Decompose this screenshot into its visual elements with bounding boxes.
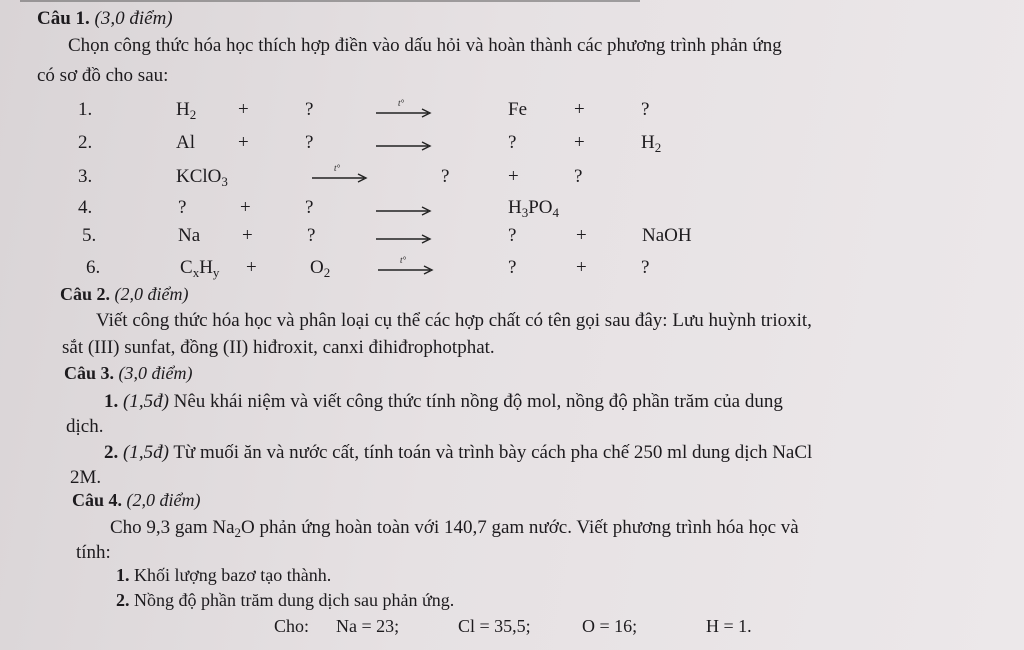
eq1-a-text: H (176, 99, 190, 120)
eq4-c2-text: PO (528, 197, 553, 218)
eq2-plus1: + (238, 132, 249, 153)
q3-item1-line2: dịch. (66, 416, 104, 437)
eq2-d-sub: 2 (654, 140, 662, 155)
eq3-product-c: ? (441, 166, 450, 187)
eq6-reactant-b (310, 257, 330, 279)
eq1-a-sub: 2 (189, 107, 197, 122)
q4-line1-a: Cho 9,3 gam Na (110, 517, 235, 538)
eq4-product (508, 197, 559, 219)
eq3-number: 3. (78, 166, 93, 187)
q3-item1-line1 (104, 391, 783, 413)
eq2-number: 2. (78, 132, 93, 153)
eq6-plus1: + (246, 257, 257, 278)
eq6-a2-text: H (199, 257, 213, 278)
q4-item2 (116, 590, 454, 611)
q3-item2-number: 2. (104, 442, 119, 463)
eq4-c-text: H (508, 197, 522, 218)
q3-item2-points: (1,5đ) (118, 442, 169, 463)
q4-item2-number: 2. (116, 590, 130, 610)
eq6-b-text: O (310, 257, 324, 278)
q2-label: Câu 2. (60, 284, 111, 304)
q4-item1-number: 1. (116, 565, 130, 585)
eq2-arrow-icon (374, 131, 432, 153)
eq2-reactant-a: Al (176, 132, 195, 153)
eq5-product-d: NaOH (642, 225, 692, 246)
eq1-product-d: ? (641, 99, 650, 120)
eq5-plus2: + (576, 225, 587, 246)
eq1-number: 1. (78, 99, 93, 120)
q1-points: (3,0 điểm) (89, 8, 173, 29)
q4-heading (72, 490, 201, 511)
q4-points: (2,0 điểm) (122, 490, 201, 510)
eq4-plus1: + (240, 197, 251, 218)
q1-intro-line2: có sơ đồ cho sau: (37, 65, 169, 86)
eq2-reactant-b: ? (305, 132, 314, 153)
eq6-a-text: C (180, 257, 193, 278)
eq1-temp-label: t° (398, 98, 405, 108)
eq5-arrow-icon (374, 224, 432, 246)
eq3-arrow-icon (310, 163, 368, 185)
eq4-reactant-b: ? (305, 197, 314, 218)
q3-label: Câu 3. (64, 363, 115, 383)
eq4-c-sub: 3 (521, 205, 529, 220)
eq5-reactant-b: ? (307, 225, 316, 246)
q1-intro-line1: Chọn công thức hóa học thích hợp điền vào dấu hỏi và hoàn thành các phương trình phản ứng (68, 35, 782, 56)
eq2-plus2: + (574, 132, 585, 153)
eq6-number: 6. (86, 257, 101, 278)
q3-heading (64, 363, 193, 384)
eq6-a-sub: x (192, 265, 200, 280)
eq6-product-c: ? (508, 257, 517, 278)
eq4-c2-sub: 4 (552, 205, 560, 220)
eq2-d-text: H (641, 132, 655, 153)
q3-item1-text: Nêu khái niệm và viết công thức tính nồng độ mol, nồng độ phần trăm của dung (168, 391, 783, 412)
q4-line1-sub: 2 (234, 525, 242, 540)
eq5-plus1: + (242, 225, 253, 246)
eq6-reactant-a (180, 257, 219, 279)
eq1-plus2: + (574, 99, 585, 120)
q4-line2: tính: (76, 542, 111, 563)
given-cl: Cl = 35,5; (458, 616, 531, 636)
q2-heading (60, 284, 189, 305)
q2-line2: sắt (III) sunfat, đồng (II) hiđroxit, canxi đihiđrophotphat. (62, 337, 495, 358)
given-o: O = 16; (582, 616, 638, 636)
q3-item1-number: 1. (104, 391, 119, 412)
q3-item2-line2: 2M. (70, 467, 102, 488)
eq6-plus2: + (576, 257, 587, 278)
eq3-a-text: KClO (176, 166, 222, 187)
eq6-b-sub: 2 (323, 265, 331, 280)
eq1-reactant-a (176, 99, 196, 121)
q2-points: (2,0 điểm) (110, 284, 189, 304)
eq4-number: 4. (78, 197, 93, 218)
eq1-plus1: + (238, 99, 249, 120)
eq6-temp-label: t° (400, 255, 407, 265)
eq5-product-c: ? (508, 225, 517, 246)
eq4-reactant-a: ? (178, 197, 187, 218)
q3-points: (3,0 điểm) (114, 363, 193, 383)
eq6-a2-sub: y (212, 265, 220, 280)
given-na: Na = 23; (336, 616, 400, 636)
q3-item2-line1 (104, 442, 812, 464)
eq2-product-d (641, 132, 661, 154)
q4-line1 (110, 517, 799, 539)
eq3-product-d: ? (574, 166, 583, 187)
q1-heading (37, 8, 173, 30)
eq4-arrow-icon (374, 196, 432, 218)
eq5-reactant-a: Na (178, 225, 201, 246)
eq3-a-sub: 3 (221, 174, 228, 189)
eq3-temp-label: t° (334, 163, 341, 173)
q2-line1: Viết công thức hóa học và phân loại cụ thể các hợp chất có tên gọi sau đây: Lưu huỳnh trioxit, (96, 310, 812, 331)
eq3-reactant-a (176, 166, 228, 188)
q4-line1-b: O phản ứng hoàn toàn với 140,7 gam nước. Viết phương trình hóa học và (241, 517, 799, 538)
q1-label: Câu 1. (37, 8, 90, 29)
eq1-product-c: Fe (508, 99, 527, 120)
q3-item2-text: Từ muối ăn và nước cất, tính toán và trình bày cách pha chế 250 ml dung dịch NaCl (168, 442, 813, 463)
q4-label: Câu 4. (72, 490, 123, 510)
eq6-arrow-icon (376, 255, 434, 277)
eq3-plus2: + (508, 166, 519, 187)
eq2-product-c: ? (508, 132, 517, 153)
eq6-product-d: ? (641, 257, 650, 278)
given-h: H = 1. (706, 616, 752, 636)
q4-item1 (116, 565, 331, 586)
eq1-arrow-icon (374, 98, 432, 120)
q3-item1-points: (1,5đ) (118, 391, 169, 412)
eq1-reactant-b: ? (305, 99, 314, 120)
top-rule (20, 0, 640, 2)
q4-item2-text: Nồng độ phần trăm dung dịch sau phản ứng. (129, 590, 455, 610)
eq5-number: 5. (82, 225, 97, 246)
q4-item1-text: Khối lượng bazơ tạo thành. (129, 565, 332, 585)
given-label: Cho: (274, 616, 310, 636)
